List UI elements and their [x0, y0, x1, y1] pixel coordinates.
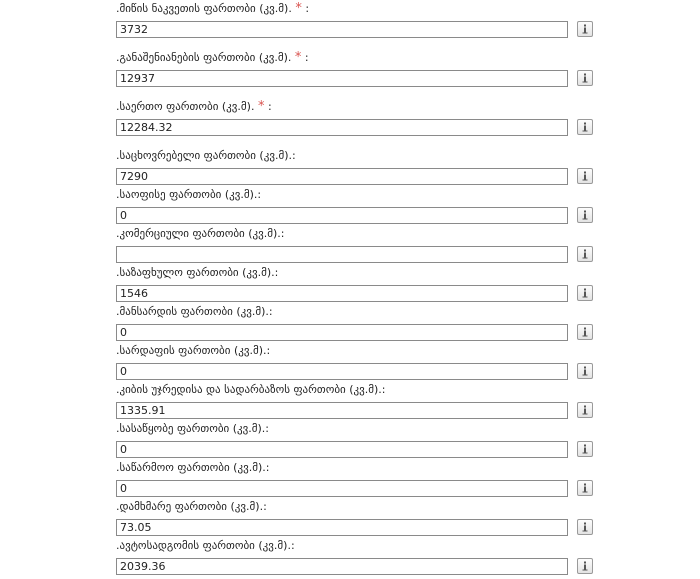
residential-area-label — [116, 149, 296, 163]
basement-area-label-text: .სარდაფის ფართობი (კვ.მ).: — [116, 344, 271, 357]
auxiliary-area-label-text: .დამხმარე ფართობი (კვ.მ).: — [116, 500, 267, 513]
production-area-label-text: .საწარმოო ფართობი (კვ.მ).: — [116, 461, 270, 474]
form-row-summer-area — [0, 266, 700, 306]
required-asterisk: * — [294, 50, 302, 65]
parking-area-label — [116, 539, 295, 553]
auxiliary-area-label — [116, 500, 267, 514]
attic-area-input[interactable] — [116, 324, 568, 341]
info-icon — [581, 249, 589, 259]
built-up-area-label: .განაშენიანების ფართობი (კვ.მ). * : — [116, 50, 309, 65]
info-icon — [581, 73, 589, 83]
total-area-input[interactable] — [116, 119, 568, 136]
stairwell-area-label-text: .კიბის უჯრედისა და სადარბაზოს ფართობი (კვ.მ).: — [116, 383, 386, 396]
info-icon — [581, 122, 589, 132]
info-icon — [581, 405, 589, 415]
summer-area-info-button[interactable] — [577, 285, 593, 301]
office-area-input[interactable] — [116, 207, 568, 224]
built-up-area-label-text: .განაშენიანების ფართობი (კვ.მ). — [116, 51, 292, 64]
attic-area-info-button[interactable] — [577, 324, 593, 340]
form-row-attic-area — [0, 305, 700, 345]
basement-area-label — [116, 344, 270, 358]
info-icon — [581, 366, 589, 376]
info-icon — [581, 210, 589, 220]
total-area-info-button[interactable] — [577, 119, 593, 135]
total-area-label-text: .საერთო ფართობი (კვ.მ). — [116, 100, 255, 113]
form-row-production-area — [0, 461, 700, 501]
form-row-auxiliary-area — [0, 500, 700, 540]
total-area-label: .საერთო ფართობი (კვ.მ). * : — [116, 99, 272, 114]
stairwell-area-label — [116, 383, 386, 397]
commercial-area-label-text: .კომერციული ფართობი (კვ.მ).: — [116, 227, 285, 240]
stairwell-area-input[interactable] — [116, 402, 568, 419]
attic-area-label — [116, 305, 273, 319]
office-area-label — [116, 188, 261, 202]
summer-area-label-text: .საზაფხულო ფართობი (კვ.მ).: — [116, 266, 279, 279]
production-area-input[interactable] — [116, 480, 568, 497]
auxiliary-area-input[interactable] — [116, 519, 568, 536]
commercial-area-input[interactable] — [116, 246, 568, 263]
warehouse-area-label — [116, 422, 269, 436]
land-plot-area-info-button[interactable] — [577, 21, 593, 37]
form-row-basement-area — [0, 344, 700, 384]
form-row-land-plot-area — [0, 2, 700, 42]
warehouse-area-input[interactable] — [116, 441, 568, 458]
info-icon — [581, 561, 589, 571]
info-icon — [581, 171, 589, 181]
office-area-label-text: .საოფისე ფართობი (კვ.მ).: — [116, 188, 262, 201]
basement-area-info-button[interactable] — [577, 363, 593, 379]
stairwell-area-info-button[interactable] — [577, 402, 593, 418]
auxiliary-area-info-button[interactable] — [577, 519, 593, 535]
basement-area-input[interactable] — [116, 363, 568, 380]
office-area-info-button[interactable] — [577, 207, 593, 223]
warehouse-area-info-button[interactable] — [577, 441, 593, 457]
land-plot-area-label: .მიწის ნაკვეთის ფართობი (კვ.მ). * : — [116, 1, 310, 16]
residential-area-label-text: .საცხოვრებელი ფართობი (კვ.მ).: — [116, 149, 296, 162]
form-row-parking-area — [0, 539, 700, 579]
info-icon — [581, 288, 589, 298]
production-area-label — [116, 461, 269, 475]
built-up-area-info-button[interactable] — [577, 70, 593, 86]
parking-area-label-text: .ავტოსადგომის ფართობი (კვ.მ).: — [116, 539, 295, 552]
summer-area-label — [116, 266, 278, 280]
info-icon — [581, 522, 589, 532]
form-row-built-up-area — [0, 51, 700, 91]
land-plot-area-label-text: .მიწის ნაკვეთის ფართობი (კვ.მ). — [116, 2, 292, 15]
summer-area-input[interactable] — [116, 285, 568, 302]
form-row-office-area — [0, 188, 700, 228]
info-icon — [581, 483, 589, 493]
parking-area-input[interactable] — [116, 558, 568, 575]
info-icon — [581, 24, 589, 34]
production-area-info-button[interactable] — [577, 480, 593, 496]
form-row-warehouse-area — [0, 422, 700, 462]
info-icon — [581, 327, 589, 337]
required-asterisk: * — [257, 99, 265, 114]
warehouse-area-label-text: .სასაწყობე ფართობი (კვ.მ).: — [116, 422, 270, 435]
residential-area-input[interactable] — [116, 168, 568, 185]
residential-area-info-button[interactable] — [577, 168, 593, 184]
required-asterisk: * — [295, 1, 302, 16]
commercial-area-info-button[interactable] — [577, 246, 593, 262]
commercial-area-label — [116, 227, 285, 241]
form-row-residential-area — [0, 149, 700, 189]
parking-area-info-button[interactable] — [577, 558, 593, 574]
form-row-commercial-area — [0, 227, 700, 267]
form-row-total-area — [0, 100, 700, 140]
built-up-area-input[interactable] — [116, 70, 568, 87]
info-icon — [581, 444, 589, 454]
land-plot-area-input[interactable] — [116, 21, 568, 38]
form-row-stairwell-area — [0, 383, 700, 423]
attic-area-label-text: .მანსარდის ფართობი (კვ.მ).: — [116, 305, 273, 318]
